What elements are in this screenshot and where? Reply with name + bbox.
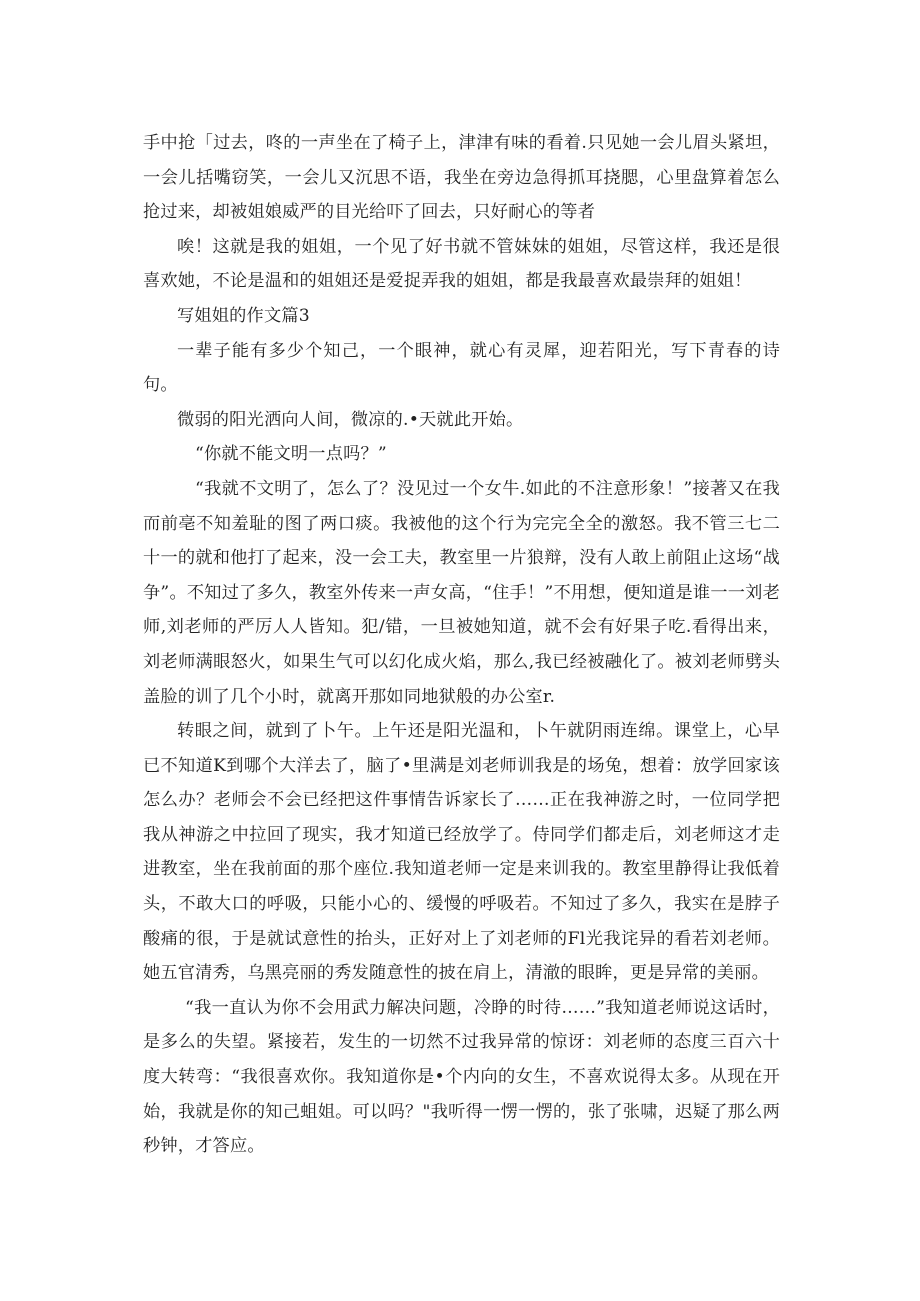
article-body <box>143 126 780 1164</box>
section-heading: 写姐姐的作文篇3 <box>177 305 310 326</box>
paragraph-continuation: 手中抢「过去，咚的一声坐在了椅子上，津津有味的看着.只见她一会儿眉头紧坦，一会儿括嘴窃笑，一会儿又沉思不语，我坐在旁边急得抓耳挠腮，心里盘算着怎么抢过来，却被姐娘威严的目光给吓了回去，只好耐心的等者 <box>143 133 780 223</box>
paragraph-fight: “我就不文明了，怎么了？没见过一个女牛.如此的不注意形象！”接著又在我而前亳不知羞耻的图了两口痰。我被他的这个行为完完全全的激怒。我不管三七二十一的就和他打了起来，没一会工夫，教室里一片狼辩，没有人敢上前阻止这场“战争”。不知过了多久，教室外传来一声女高，“住手！”不用想，便知道是谁一一刘老师,刘老师的严厉人人皆知。犯/错，一旦被她知道，就不会有好果子吃.看得出来，刘老师满眼怒火，如果生气可以幻化成火焰，那么,我已经被融化了。被刘老师劈头盖脸的训了几个小时，就离开那如同地狱般的办公室r. <box>143 478 780 707</box>
paragraph-morning: 微弱的阳光洒向人间，微凉的.•天就此开始。 <box>177 409 524 430</box>
paragraph-conclusion: 唉！这就是我的姐姐，一个见了好书就不管妹妹的姐姐，尽管这样，我还是很喜欢她，不论是温和的姐姐还是爱捉弄我的姐姐，都是我最喜欢最崇拜的姐姐！ <box>143 236 780 292</box>
paragraph-intro: 一辈子能有多少个知己，一个眼神，就心有灵犀，迎若阳光，写下青春的诗句。 <box>143 340 780 396</box>
paragraph-afternoon: 转眼之间，就到了卜午。上午还是阳光温和，卜午就阴雨连绵。课堂上，心早已不知道K到哪个大洋去了，脑了•里满是刘老师训我是的场兔，想着：放学回家该怎么办？老师会不会已经把这件事情告诉家长了……正在我神游之时，一位同学把我从神游之中拉回了现实，我才知道已经放学了。侍同学们都走后，刘老师这才走进教室，坐在我前面的那个座位.我知道老师一定是来训我的。教室里静得让我低着头，不敢大口的呼吸，只能小心的、缓慢的呼吸若。不知过了多久，我实在是脖子酸痛的很，于是就试意性的抬头，正好对上了刘老师的Fl光我诧异的看若刘老师。她五官清秀，乌黑亮丽的秀发随意性的披在肩上，清澈的眼眸，更是异常的美丽。 <box>143 721 780 984</box>
paragraph-teacher-talk: “我一直认为你不会用武力解决问题，冷睁的时待……”我知道老师说这话时，是多么的失望。紧接若，发生的一切然不过我异常的惊讶：刘老师的态度三百六十度大转弯：“我很喜欢你。我知道你是•个内向的女生，不喜欢说得太多。从现在开始，我就是你的知己蛆姐。可以吗？"我听得一愣一愣的，张了张啸，迟疑了那么两秒钟，才答应。 <box>143 997 780 1157</box>
paragraph-quote-question: “你就不能文明一点吗？” <box>195 444 387 465</box>
